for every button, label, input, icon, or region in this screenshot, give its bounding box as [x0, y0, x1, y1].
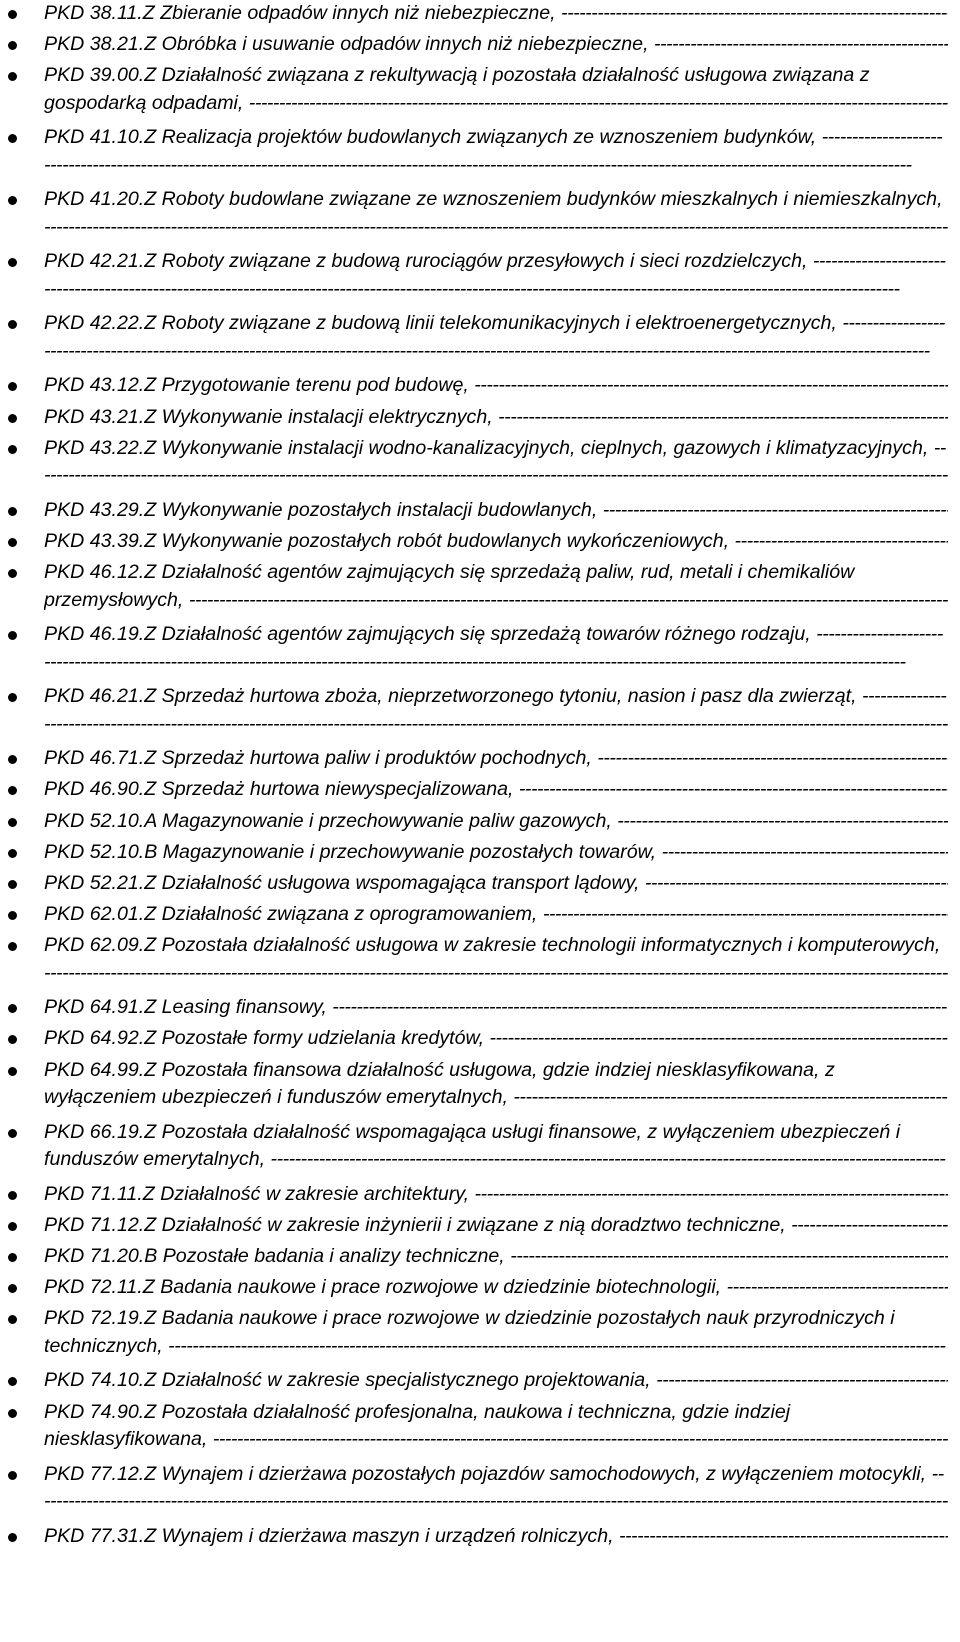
leader-dashes [645, 872, 948, 894]
pkd-entry-text [44, 62, 948, 118]
pkd-code: PKD 62.01.Z [44, 903, 157, 926]
bullet-icon [8, 41, 17, 50]
pkd-list-item [0, 1367, 948, 1398]
leader-dashes [44, 1335, 945, 1362]
pkd-code: PKD 72.11.Z [44, 1276, 155, 1299]
leader-dashes [519, 778, 948, 800]
pkd-entry-text [44, 1305, 948, 1361]
bullet-icon [8, 1533, 17, 1542]
leader-dashes [654, 33, 948, 55]
pkd-entry-text [44, 932, 948, 988]
pkd-description: Wykonywanie instalacji elektrycznych, [161, 405, 493, 428]
pkd-entry-text [44, 870, 948, 897]
pkd-description: Sprzedaż hurtowa niewyspecjalizowana, [161, 778, 514, 801]
bullet-icon [8, 1253, 17, 1262]
pkd-list-item [0, 528, 948, 559]
pkd-code: PKD 52.10.A [44, 809, 157, 832]
bullet-icon [8, 1377, 17, 1386]
bullet-icon [8, 10, 17, 19]
pkd-description: Działalność agentów zajmujących się sprzedażą towarów różnego rodzaju, [161, 623, 811, 646]
pkd-list-item [0, 404, 948, 435]
pkd-description: Działalność w zakresie inżynierii i związane z nią doradztwo techniczne, [161, 1213, 786, 1236]
leader-dashes [561, 2, 948, 24]
pkd-list-item [0, 62, 948, 124]
pkd-code: PKD 39.00.Z [44, 64, 157, 87]
pkd-entry-text [44, 1523, 948, 1550]
bullet-icon [8, 1191, 17, 1200]
pkd-code: PKD 46.21.Z [44, 685, 157, 708]
pkd-description: Roboty związane z budową linii telekomunikacyjnych i elektroenergetycznych, [161, 312, 837, 335]
pkd-entry-text [44, 621, 948, 677]
pkd-description: Działalność w zakresie specjalistycznego projektowania, [161, 1369, 651, 1392]
bullet-icon [8, 538, 17, 547]
pkd-list-item [0, 0, 948, 31]
leader-dashes [791, 1214, 948, 1236]
bullet-icon [8, 134, 17, 143]
pkd-entry-text [44, 1461, 948, 1517]
pkd-code: PKD 46.71.Z [44, 747, 157, 770]
pkd-description: Badania naukowe i prace rozwojowe w dziedzinie biotechnologii, [160, 1276, 722, 1299]
pkd-description: Realizacja projektów budowlanych związanych ze wznoszeniem budynków, [161, 126, 817, 149]
leader-dashes [727, 1276, 948, 1298]
pkd-entry-text [44, 310, 948, 366]
leader-dashes [489, 1027, 948, 1049]
pkd-description: Zbieranie odpadów innych niż niebezpieczne, [160, 2, 556, 24]
pkd-description: Magazynowanie i przechowywanie paliw gazowych, [162, 809, 612, 832]
pkd-list-item [0, 1212, 948, 1243]
pkd-list-item [0, 1523, 948, 1554]
pkd-code: PKD 52.10.B [44, 840, 158, 863]
bullet-icon [8, 818, 17, 827]
pkd-entry-text [44, 1274, 948, 1301]
pkd-list-item [0, 1274, 948, 1305]
pkd-code: PKD 77.31.Z [44, 1524, 157, 1547]
leader-dashes [617, 810, 948, 832]
pkd-list-item [0, 1119, 948, 1181]
pkd-list-item [0, 870, 948, 901]
pkd-code: PKD 64.92.Z [44, 1027, 157, 1050]
pkd-list-item [0, 994, 948, 1025]
bullet-icon [8, 755, 17, 764]
pkd-entry-text [44, 745, 948, 772]
bullet-icon [8, 880, 17, 889]
pkd-entry-text [44, 1119, 948, 1175]
pkd-description: Pozostała działalność usługowa w zakresie technologii informatycznych i komputerowych, [161, 934, 941, 957]
pkd-list-item [0, 497, 948, 528]
leader-dashes [510, 1245, 948, 1267]
pkd-code: PKD 43.21.Z [44, 405, 157, 428]
bullet-icon [8, 382, 17, 391]
pkd-code: PKD 43.29.Z [44, 498, 157, 521]
pkd-list-item [0, 621, 948, 683]
bullet-icon [8, 786, 17, 795]
pkd-code: PKD 71.12.Z [44, 1213, 157, 1236]
pkd-entry-text [44, 186, 948, 242]
pkd-description: Działalność związana z oprogramowaniem, [161, 903, 538, 926]
pkd-description: Roboty budowlane związane ze wznoszeniem budynków mieszkalnych i niemieszkalnych, [161, 188, 943, 211]
pkd-code: PKD 74.10.Z [44, 1369, 157, 1392]
pkd-list-item [0, 683, 948, 745]
bullet-icon [8, 1129, 17, 1138]
pkd-code: PKD 46.12.Z [44, 561, 157, 584]
bullet-icon [8, 911, 17, 920]
pkd-entry-text [44, 1399, 948, 1455]
leader-dashes [597, 747, 948, 769]
pkd-list-item [0, 435, 948, 497]
pkd-description: Działalność usługowa wspomagająca transport lądowy, [161, 871, 640, 894]
pkd-list-item [0, 1057, 948, 1119]
leader-dashes [662, 841, 948, 863]
leader-dashes [656, 1369, 948, 1391]
pkd-list-item [0, 1399, 948, 1461]
pkd-entry-text [44, 683, 948, 739]
bullet-icon [8, 1035, 17, 1044]
pkd-code: PKD 62.09.Z [44, 934, 157, 957]
pkd-code: PKD 43.22.Z [44, 436, 157, 459]
pkd-code: PKD 74.90.Z [44, 1400, 157, 1423]
pkd-list-item [0, 186, 948, 248]
pkd-entry-text [44, 435, 948, 491]
pkd-entry-text [44, 0, 948, 27]
pkd-description: Obróbka i usuwanie odpadów innych niż niebezpieczne, [161, 33, 649, 56]
pkd-description: Pozostała działalność wspomagająca usługi finansowe, z wyłączeniem ubezpieczeń i funduszów emerytalnych, [44, 1120, 901, 1171]
bullet-icon [8, 320, 17, 329]
bullet-icon [8, 1471, 17, 1480]
pkd-code: PKD 43.12.Z [44, 374, 157, 397]
pkd-description: Pozostała działalność profesjonalna, naukowa i techniczna, gdzie indziej niesklasyfikowana, [44, 1400, 791, 1450]
bullet-icon [8, 942, 17, 951]
pkd-code: PKD 71.20.B [44, 1245, 158, 1267]
pkd-list-item [0, 932, 948, 994]
pkd-description: Wykonywanie pozostałych robót budowlanych wykończeniowych, [161, 529, 730, 552]
pkd-list-item [0, 901, 948, 932]
pkd-code: PKD 41.20.Z [44, 188, 157, 211]
bullet-icon [8, 849, 17, 858]
pkd-code: PKD 38.21.Z [44, 33, 157, 56]
pkd-entry-text [44, 1367, 948, 1394]
pkd-entry-text [44, 1025, 948, 1052]
pkd-list-item [0, 1461, 948, 1523]
pkd-code: PKD 71.11.Z [44, 1182, 155, 1205]
bullet-icon [8, 445, 17, 454]
pkd-entry-text [44, 901, 948, 928]
pkd-entry-text [44, 1181, 948, 1208]
bullet-icon [8, 507, 17, 516]
pkd-list-item [0, 372, 948, 403]
bullet-icon [8, 1067, 17, 1076]
pkd-entry-text [44, 994, 948, 1021]
pkd-list-item [0, 1243, 948, 1274]
pkd-description: Roboty związane z budową rurociągów przesyłowych i sieci rozdzielczych, [161, 250, 808, 273]
pkd-entry-text [44, 372, 948, 399]
pkd-description: Pozostałe formy udzielania kredytów, [161, 1027, 485, 1050]
pkd-code: PKD 46.90.Z [44, 778, 157, 801]
pkd-description: Badania naukowe i prace rozwojowe w dziedzinie pozostałych nauk przyrodniczych i technicznych, [44, 1307, 895, 1357]
leader-dashes [735, 530, 948, 552]
leader-dashes [475, 1183, 948, 1205]
leader-dashes [543, 903, 948, 925]
bullet-icon [8, 631, 17, 640]
pkd-code: PKD 64.99.Z [44, 1058, 157, 1081]
leader-dashes [44, 962, 948, 989]
bullet-icon [8, 1222, 17, 1231]
pkd-list-item [0, 559, 948, 621]
pkd-description: Działalność związana z rekultywacją i pozostała działalność usługowa związana z gospodarką odpadami, [44, 64, 870, 114]
pkd-code: PKD 42.21.Z [44, 250, 157, 273]
pkd-description: Wykonywanie instalacji wodno-kanalizacyjnych, cieplnych, gazowych i klimatyzacyjnych, [161, 436, 929, 459]
pkd-list-item [0, 808, 948, 839]
pkd-list-item [0, 31, 948, 62]
pkd-code: PKD 42.22.Z [44, 312, 157, 335]
pkd-list-item [0, 1181, 948, 1212]
pkd-code: PKD 46.19.Z [44, 623, 157, 646]
bullet-icon [8, 258, 17, 267]
pkd-entry-text [44, 497, 948, 524]
pkd-description: Wykonywanie pozostałych instalacji budowlanych, [161, 498, 598, 521]
bullet-icon [8, 196, 17, 205]
pkd-description: Sprzedaż hurtowa paliw i produktów pochodnych, [161, 747, 592, 770]
pkd-description: Pozostałe badania i analizy techniczne, [162, 1245, 505, 1267]
bullet-icon [8, 569, 17, 578]
leader-dashes [474, 374, 948, 396]
pkd-code: PKD 41.10.Z [44, 126, 157, 149]
leader-dashes [498, 406, 948, 428]
pkd-entry-text [44, 528, 948, 555]
leader-dashes [619, 1525, 948, 1547]
pkd-description: Pozostała finansowa działalność usługowa, gdzie indziej niesklasyfikowana, z wyłączeniem ubezpieczeń i funduszów emerytalnych, [44, 1058, 835, 1109]
bullet-icon [8, 1315, 17, 1324]
pkd-entry-text [44, 1057, 948, 1113]
pkd-code: PKD 43.39.Z [44, 529, 157, 552]
pkd-entry-text [44, 1212, 948, 1239]
pkd-entry-text [44, 124, 948, 180]
pkd-list-item [0, 745, 948, 776]
pkd-description: Leasing finansowy, [161, 996, 327, 1019]
pkd-entry-text [44, 559, 948, 615]
pkd-entry-text [44, 248, 948, 304]
pkd-description: Przygotowanie terenu pod budowę, [161, 374, 469, 397]
pkd-entry-text [44, 808, 948, 835]
pkd-entry-text [44, 776, 948, 803]
leader-dashes [603, 499, 948, 521]
pkd-list-item [0, 310, 948, 372]
pkd-description: Wynajem i dzierżawa maszyn i urządzeń rolniczych, [161, 1524, 614, 1547]
pkd-code: PKD 77.12.Z [44, 1462, 157, 1485]
pkd-entry-text [44, 1243, 948, 1270]
pkd-list-item [0, 776, 948, 807]
bullet-icon [8, 1409, 17, 1418]
bullet-icon [8, 1004, 17, 1013]
pkd-list-item [0, 1025, 948, 1056]
pkd-list-item [0, 839, 948, 870]
pkd-entry-text [44, 404, 948, 431]
pkd-list-item [0, 248, 948, 310]
pkd-code: PKD 66.19.Z [44, 1120, 157, 1143]
bullet-icon [8, 1284, 17, 1293]
pkd-description: Działalność agentów zajmujących się sprzedażą paliw, rud, metali i chemikaliów przemysłowych, [44, 561, 855, 611]
bullet-icon [8, 72, 17, 81]
pkd-description: Sprzedaż hurtowa zboża, nieprzetworzonego tytoniu, nasion i pasz dla zwierząt, [161, 685, 857, 708]
pkd-code: PKD 64.91.Z [44, 996, 157, 1019]
pkd-code: PKD 72.19.Z [44, 1307, 157, 1330]
bullet-icon [8, 414, 17, 423]
pkd-list-item [0, 124, 948, 186]
bullet-icon [8, 693, 17, 702]
leader-dashes [44, 216, 948, 243]
pkd-description: Wynajem i dzierżawa pozostałych pojazdów samochodowych, z wyłączeniem motocykli, [161, 1462, 927, 1485]
pkd-entry-text [44, 31, 948, 58]
pkd-list-item [0, 1305, 948, 1367]
pkd-description: Magazynowanie i przechowywanie pozostałych towarów, [162, 840, 657, 863]
pkd-code: PKD 38.11.Z [44, 2, 155, 24]
leader-dashes [332, 996, 948, 1018]
pkd-code: PKD 52.21.Z [44, 871, 157, 894]
pkd-entry-text [44, 839, 948, 866]
pkd-description: Działalność w zakresie architektury, [160, 1182, 470, 1205]
